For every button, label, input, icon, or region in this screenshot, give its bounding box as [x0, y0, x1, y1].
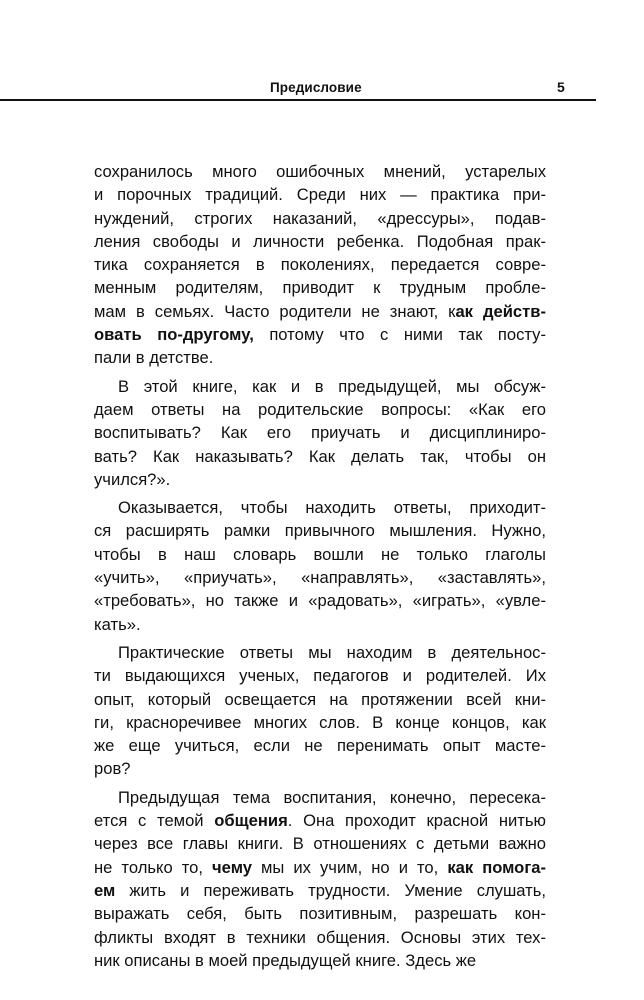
paragraph: [94, 786, 546, 972]
text-line: [94, 468, 546, 491]
text-run: чтобы в наш словарь вошли не только глаголы: [94, 544, 546, 564]
text-line: [94, 711, 546, 734]
bold-text: ак действ-: [455, 301, 546, 321]
text-line: [94, 926, 546, 949]
text-run: ров?: [94, 759, 131, 779]
text-line: [94, 786, 546, 809]
text-run: . Она проходит красной нитью: [287, 811, 546, 831]
text-run: нуждений, строгих наказаний, «дрессуры», подав-: [94, 208, 546, 228]
text-run: сохранилось много ошибочных мнений, устарелых: [94, 162, 546, 181]
bold-text: общения: [214, 811, 288, 831]
text-line: [94, 421, 546, 444]
text-run: пали в детстве.: [94, 348, 214, 368]
text-line: [94, 207, 546, 230]
text-run: ся расширять рамки привычного мышления. Нужно,: [94, 521, 546, 541]
text-run: выражать себя, быть позитивным, разрешать кон-: [94, 904, 546, 924]
text-line: [94, 496, 546, 519]
text-line: [94, 445, 546, 468]
text-run: опыт, который освещается на протяжении всей кни-: [94, 689, 546, 709]
text-run: же еще учиться, если не перенимать опыт масте-: [94, 736, 546, 756]
text-line: [94, 613, 546, 636]
text-run: «учить», «приучать», «направлять», «заставлять»,: [94, 568, 546, 588]
text-line: [94, 809, 546, 832]
text-line: [94, 253, 546, 276]
text-run: воспитывать? Как его приучать и дисциплиниро-: [94, 423, 546, 443]
text-line: [94, 757, 546, 780]
text-line: [94, 323, 546, 346]
text-line: [94, 160, 546, 183]
text-line: [94, 734, 546, 757]
text-run: фликты входят в техники общения. Основы этих тех-: [94, 927, 546, 947]
text-line: [94, 346, 546, 369]
paragraph: [94, 160, 546, 370]
page-number: 5: [557, 79, 565, 95]
text-line: [94, 641, 546, 664]
text-run: Практические ответы мы находим в деятельнос-: [118, 642, 546, 662]
text-line: [94, 230, 546, 253]
paragraph: [94, 641, 546, 781]
text-run: Оказывается, чтобы находить ответы, приходит-: [118, 498, 546, 518]
bold-text: ем: [94, 880, 116, 900]
text-run: «требовать», но также и «радовать», «играть», «увле-: [94, 591, 546, 611]
text-run: ги, красноречивее многих слов. В конце концов, как: [94, 712, 546, 732]
text-line: [94, 543, 546, 566]
text-line: [94, 856, 546, 879]
text-line: [94, 949, 546, 972]
text-run: даем ответы на родительские вопросы: «Как его: [94, 399, 546, 419]
text-line: [94, 276, 546, 299]
text-run: ется с темой: [94, 811, 215, 831]
text-run: учился?».: [94, 469, 171, 489]
text-run: через все главы книги. В отношениях с детьми важно: [94, 834, 546, 854]
text-run: и порочных традиций. Среди них — практика при-: [94, 185, 546, 205]
text-run: жить и переживать трудности. Умение слушать,: [115, 880, 546, 900]
text-run: не только то,: [94, 857, 213, 877]
paragraph: [94, 496, 546, 636]
text-line: [94, 688, 546, 711]
text-line: [94, 589, 546, 612]
text-line: [94, 566, 546, 589]
bold-text: чему: [212, 857, 252, 877]
text-line: [94, 375, 546, 398]
text-line: [94, 183, 546, 206]
text-run: ник описаны в моей предыдущей книге. Здесь же: [94, 950, 477, 970]
text-line: [94, 519, 546, 542]
text-run: мы их учим, но и то,: [251, 857, 448, 877]
text-run: мам в семьях. Часто родители не знают, к: [94, 301, 456, 321]
text-run: потому что с ними так посту-: [253, 325, 546, 345]
text-run: менным родителям, приводит к трудным пробле-: [94, 278, 546, 298]
text-run: кать».: [94, 614, 141, 634]
text-run: Предыдущая тема воспитания, конечно, пересека-: [118, 787, 546, 807]
text-line: [94, 879, 546, 902]
bold-text: овать по-другому,: [94, 325, 254, 345]
text-line: [94, 902, 546, 925]
text-line: [94, 664, 546, 687]
body-text: [94, 160, 546, 977]
text-run: В этой книге, как и в предыдущей, мы обсуж-: [118, 376, 546, 396]
text-run: тика сохраняется в поколениях, передается совре-: [94, 255, 546, 275]
running-header: [0, 76, 644, 96]
bold-text: как помога-: [447, 857, 546, 877]
text-line: [94, 832, 546, 855]
text-run: ления свободы и личности ребенка. Подобная прак-: [94, 231, 546, 251]
text-line: [94, 300, 546, 323]
text-run: вать? Как наказывать? Как делать так, чтобы он: [94, 446, 546, 466]
text-line: [94, 398, 546, 421]
text-run: ти выдающихся ученых, педагогов и родителей. Их: [94, 666, 546, 686]
chapter-title: Предисловие: [270, 80, 362, 95]
header-rule: [0, 99, 596, 101]
paragraph: [94, 375, 546, 491]
